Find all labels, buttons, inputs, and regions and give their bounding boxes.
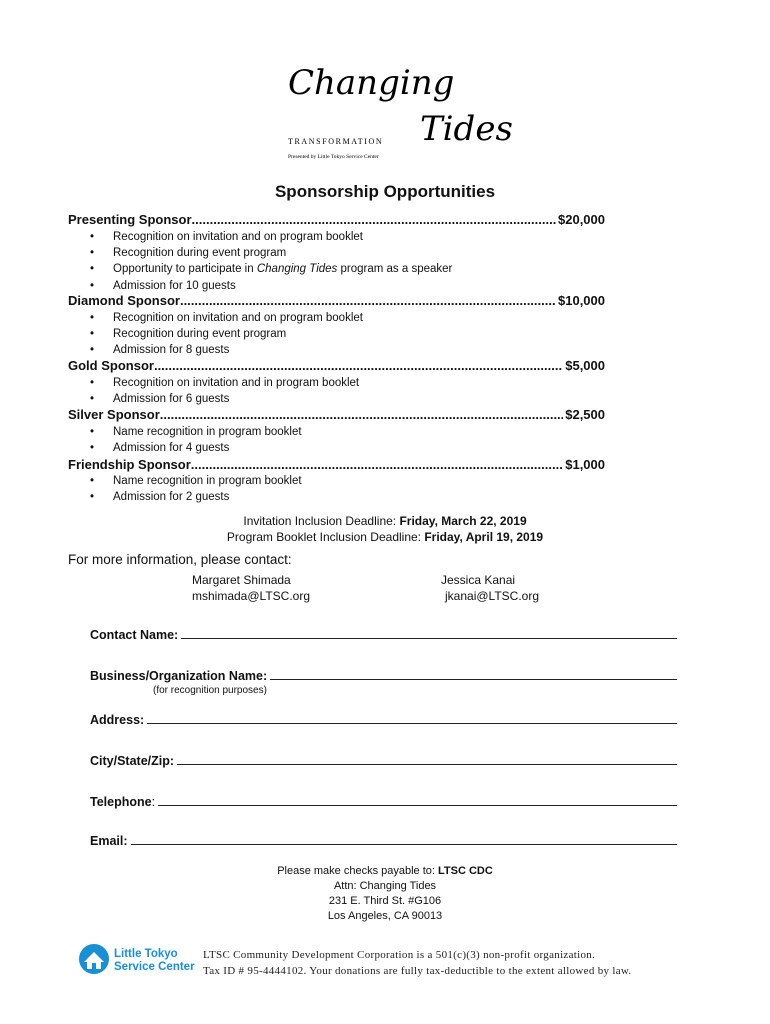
list-item: • Recognition on invitation and on program booklet bbox=[90, 310, 363, 326]
list-item: • Opportunity to participate in Changing Tides program as a speaker bbox=[90, 261, 452, 277]
list-item: • Admission for 8 guests bbox=[90, 342, 363, 358]
list-item: • Recognition on invitation and on program booklet bbox=[90, 229, 452, 245]
tier-heading-friendship bbox=[68, 457, 605, 473]
payable-name: LTSC CDC bbox=[438, 865, 493, 877]
field-line[interactable] bbox=[147, 713, 677, 724]
tier-heading-silver bbox=[68, 407, 605, 423]
logo-script-changing: Changing bbox=[288, 63, 455, 103]
tier-price: $2,500 bbox=[565, 407, 605, 422]
tier-price: $1,000 bbox=[565, 457, 605, 472]
field-line[interactable] bbox=[270, 669, 677, 680]
tier-name: Presenting Sponsor bbox=[68, 212, 192, 227]
contact-email[interactable]: mshimada@LTSC.org bbox=[192, 589, 310, 603]
payment-street: 231 E. Third St. #G106 bbox=[328, 895, 442, 907]
list-item: • Recognition on invitation and in program booklet bbox=[90, 375, 359, 391]
logo-script-tides: Tides bbox=[420, 109, 513, 149]
email-field[interactable] bbox=[90, 834, 677, 848]
tier-name: Friendship Sponsor bbox=[68, 457, 191, 472]
field-label: Business/Organization Name: bbox=[90, 669, 268, 683]
tier-price: $10,000 bbox=[558, 293, 605, 308]
business-name-field[interactable] bbox=[90, 669, 677, 683]
tier-heading-gold bbox=[68, 358, 605, 374]
tier-benefits-friendship bbox=[90, 473, 302, 505]
list-item: • Admission for 2 guests bbox=[90, 489, 302, 505]
ltsc-logo bbox=[78, 942, 198, 976]
footer-tax-line: Tax ID # 95-4444102. Your donations are fully tax-deductible to the extent allowed by law. bbox=[203, 965, 632, 977]
field-label: Email: bbox=[90, 834, 128, 848]
tier-heading-presenting bbox=[68, 212, 605, 228]
list-item: • Name recognition in program booklet bbox=[90, 424, 302, 440]
payable-to bbox=[0, 864, 770, 879]
business-note: (for recognition purposes) bbox=[153, 685, 267, 696]
list-item: • Admission for 6 guests bbox=[90, 391, 359, 407]
payment-city: Los Angeles, CA 90013 bbox=[327, 910, 443, 922]
city-state-zip-field[interactable] bbox=[90, 754, 677, 768]
telephone-label-colon: : bbox=[151, 795, 156, 809]
ltsc-logo-line1: Little Tokyo bbox=[114, 948, 178, 960]
contact-name: Margaret Shimada bbox=[192, 573, 291, 587]
list-item: • Recognition during event program bbox=[90, 326, 363, 342]
logo-presented-by: Presented by Little Tokyo Service Center bbox=[288, 154, 379, 160]
logo-tagline: TRANSFORMATION bbox=[288, 137, 384, 146]
tier-name: Gold Sponsor bbox=[68, 358, 154, 373]
footer-org-line: LTSC Community Development Corporation is a 501(c)(3) non-profit organization. bbox=[203, 949, 596, 961]
field-line[interactable] bbox=[131, 834, 677, 845]
deadline-date: Friday, March 22, 2019 bbox=[399, 514, 527, 528]
tier-heading-diamond bbox=[68, 293, 605, 309]
field-line[interactable] bbox=[158, 795, 677, 806]
tier-price: $5,000 bbox=[565, 358, 605, 373]
tier-benefits-gold bbox=[90, 375, 359, 407]
contact-kanai bbox=[441, 572, 539, 604]
field-line[interactable] bbox=[181, 628, 677, 639]
ltsc-logo-line2: Service Center bbox=[114, 961, 195, 973]
contact-email[interactable]: jkanai@LTSC.org bbox=[445, 589, 539, 603]
list-item: • Recognition during event program bbox=[90, 245, 452, 261]
tier-benefits-diamond bbox=[90, 310, 363, 359]
field-label bbox=[90, 795, 155, 809]
field-label: City/State/Zip: bbox=[90, 754, 175, 768]
contact-shimada bbox=[192, 572, 310, 604]
list-item: • Admission for 4 guests bbox=[90, 440, 302, 456]
booklet-deadline bbox=[0, 529, 770, 545]
invitation-deadline bbox=[0, 513, 770, 529]
list-item: • Admission for 10 guests bbox=[90, 278, 452, 294]
deadline-label: Program Booklet Inclusion Deadline: bbox=[226, 530, 425, 544]
tier-price: $20,000 bbox=[558, 212, 605, 227]
telephone-field[interactable] bbox=[90, 795, 677, 809]
tier-name: Silver Sponsor bbox=[68, 407, 160, 422]
payment-attn: Attn: Changing Tides bbox=[333, 880, 437, 892]
tier-benefits-presenting bbox=[90, 229, 452, 294]
deadline-date: Friday, April 19, 2019 bbox=[424, 530, 544, 544]
payable-label: Please make checks payable to: bbox=[277, 865, 438, 877]
field-label: Address: bbox=[90, 713, 145, 727]
telephone-label-text: Telephone bbox=[90, 795, 152, 809]
deadline-label: Invitation Inclusion Deadline: bbox=[243, 514, 400, 528]
tier-name: Diamond Sponsor bbox=[68, 293, 180, 308]
more-info-heading: For more information, please contact: bbox=[68, 552, 292, 567]
contact-name-field[interactable] bbox=[90, 628, 677, 642]
page-title: Sponsorship Opportunities bbox=[274, 182, 496, 201]
field-label: Contact Name: bbox=[90, 628, 179, 642]
tier-benefits-silver bbox=[90, 424, 302, 456]
contact-name: Jessica Kanai bbox=[441, 573, 516, 587]
list-item: • Name recognition in program booklet bbox=[90, 473, 302, 489]
changing-tides-logo bbox=[280, 52, 520, 164]
field-line[interactable] bbox=[177, 754, 677, 765]
address-field[interactable] bbox=[90, 713, 677, 727]
